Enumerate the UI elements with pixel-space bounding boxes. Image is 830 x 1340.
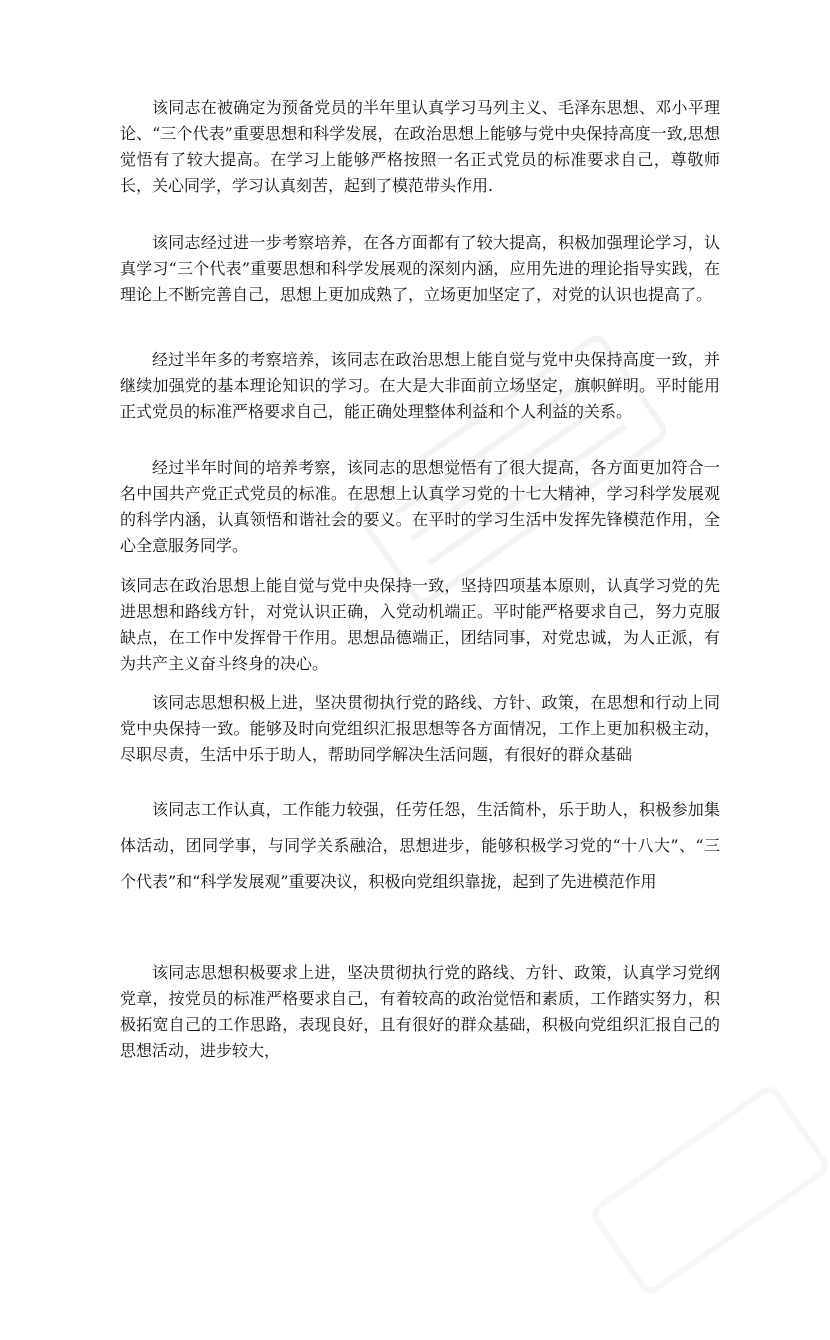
paragraph-4: 经过半年时间的培养考察，该同志的思想觉悟有了很大提高，各方面更加符合一名中国共产党正式党员的标准。在思想上认真学习党的十七大精神，学习科学发展观的科学内涵，认真领悟和谐社会的要义。在平时的学习生活中发挥先锋模范作用，全心全意服务同学。 [120,458,720,555]
paragraph-2: 该同志经过进一步考察培养，在各方面都有了较大提高，积极加强理论学习，认真学习“三个代表”重要思想和科学发展观的深刻内涵，应用先进的理论指导实践，在理论上不断完善自己，思想上更加成熟了，立场更加坚定了，对党的认识也提高了。 [120,233,720,304]
paragraph-1: 该同志在被确定为预备党员的半年里认真学习马列主义、毛泽东思想、邓小平理论、“三个代表”重要思想和科学发展，在政治思想上能够与党中央保持高度一致,思想觉悟有了较大提高。在学习上能够严格按照一名正式党员的标准要求自己，尊敬师长，关心同学，学习认真刻苦，起到了模范带头作用. [120,98,720,195]
paragraph-6: 该同志思想积极上进，坚决贯彻执行党的路线、方针、政策，在思想和行动上同党中央保持一致。能够及时向党组织汇报思想等各方面情况，工作上更加积极主动，尽职尽责，生活中乐于助人，帮助同学解决生活问题，有很好的群众基础 [120,693,720,764]
paragraph-5: 该同志在政治思想上能自觉与党中央保持一致，坚持四项基本原则，认真学习党的先进思想和路线方针，对党认识正确，入党动机端正。平时能严格要求自己，努力克服缺点，在工作中发挥骨干作用。思想品德端正，团结同事，对党忠诚，为人正派，有为共产主义奋斗终身的决心。 [120,576,720,673]
paragraph-8: 该同志思想积极要求上进，坚决贯彻执行党的路线、方针、政策，认真学习党纲党章，按党员的标准严格要求自己，有着较高的政治觉悟和素质，工作踏实努力，积极拓宽自己的工作思路，表现良好，且有很好的群众基础，积极向党组织汇报自己的思想活动，进步较大， [120,963,720,1060]
watermark-graphic-bottom [560,1040,830,1340]
paragraph-7: 该同志工作认真，工作能力较强，任劳任怨，生活简朴，乐于助人，积极参加集体活动，团同学事，与同学关系融洽，思想进步，能够积极学习党的“十八大”、“三个代表”和“科学发展观”重要决议，积极向党组织靠拢，起到了先进模范作用 [120,800,720,891]
paragraph-3: 经过半年多的考察培养，该同志在政治思想上能自觉与党中央保持高度一致，并继续加强党的基本理论知识的学习。在大是大非面前立场坚定，旗帜鲜明。平时能用正式党员的标准严格要求自己，能正确处理整体利益和个人利益的关系。 [120,350,720,421]
